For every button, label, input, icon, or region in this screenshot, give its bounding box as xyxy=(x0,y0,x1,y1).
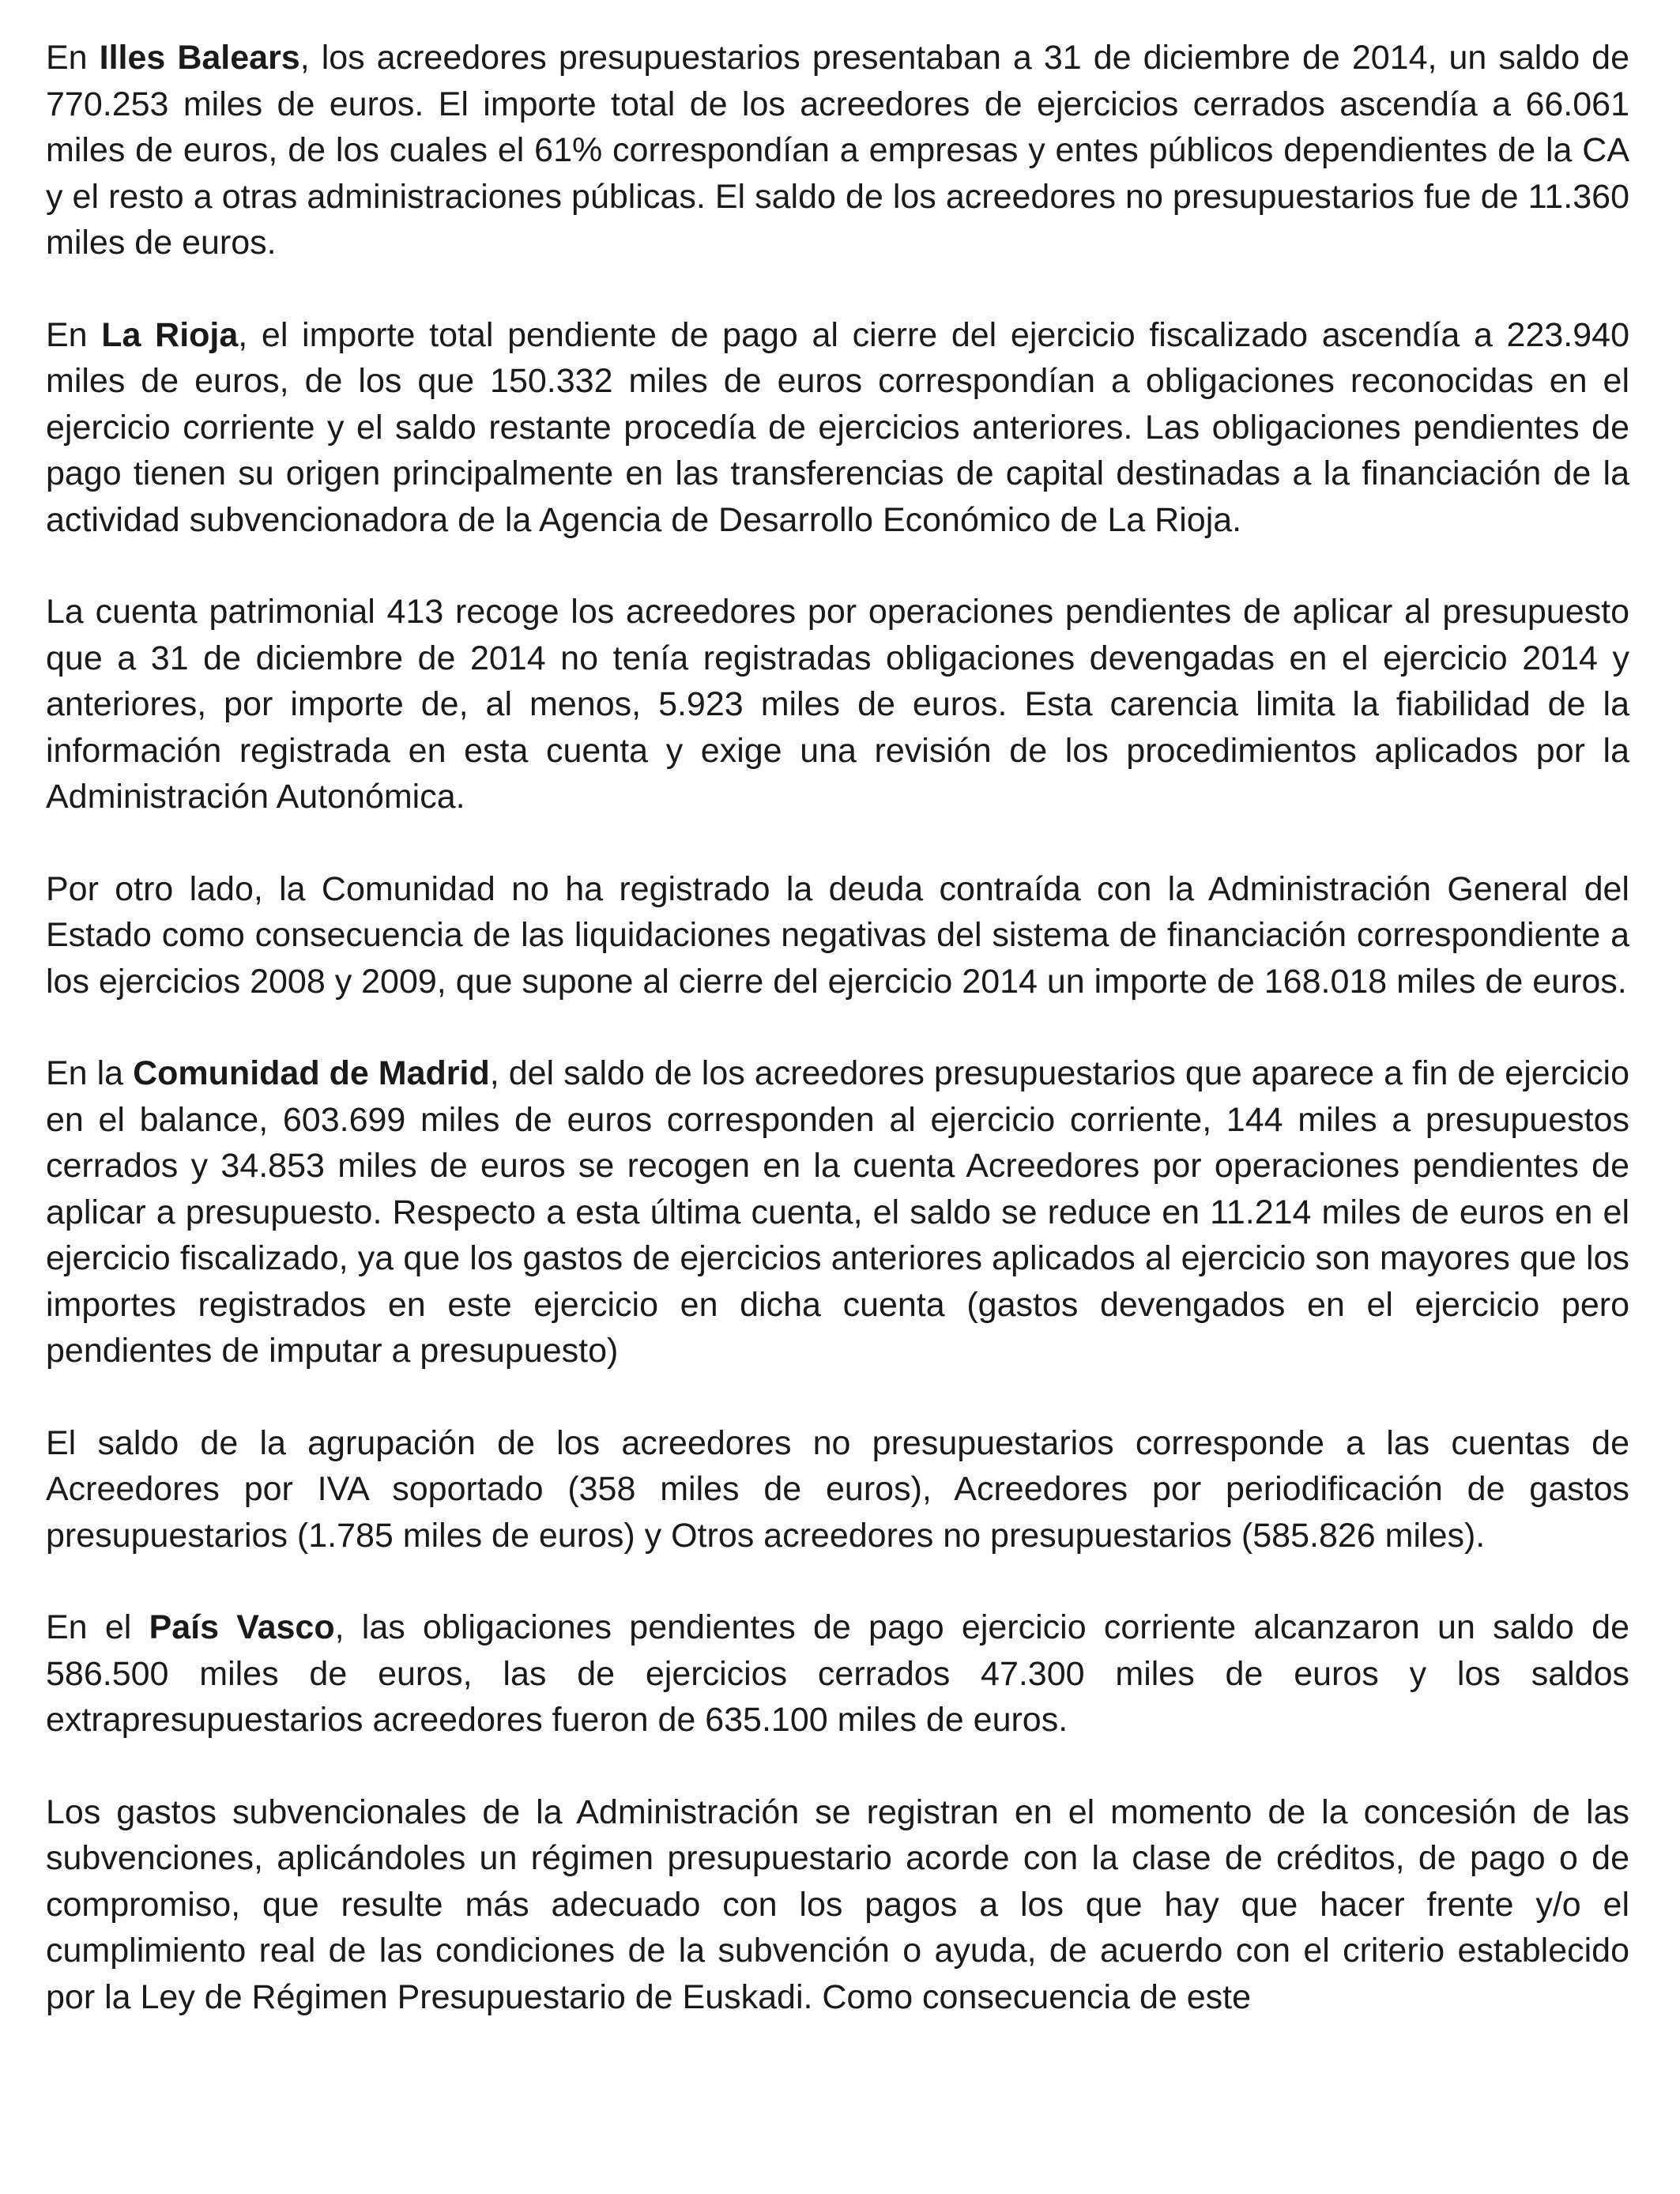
paragraph-text: En xyxy=(46,315,102,354)
paragraph-deuda-age: Por otro lado, la Comunidad no ha registrado la deuda contraída con la Administración General del Estado como consecuencia de las liquidaciones negativas del sistema de financiación correspondiente a los ejercicios 2008 y 2009, que supone al cierre del ejercicio 2014 un importe de 168.018 miles de euros. xyxy=(46,869,1629,1001)
document-page xyxy=(46,35,1629,2020)
paragraph-gastos-subvencionales: Los gastos subvencionales de la Administración se registran en el momento de la concesión de las subvenciones, aplicándoles un régimen presupuestario acorde con la clase de créditos, de pago o de compromiso, que resulte más adecuado con los pagos a los que hay que hacer frente y/o el cumplimiento real de las condiciones de la subvención o ayuda, de acuerdo con el criterio establecido por la Ley de Régimen Presupuestario de Euskadi. Como consecuencia de este xyxy=(46,1793,1629,2016)
paragraph-text: En xyxy=(46,39,100,77)
paragraph-text: En la xyxy=(46,1054,134,1092)
paragraph-comunidad-de-madrid xyxy=(46,1050,1629,1374)
paragraph-acreedores-no-presupuestarios: El saldo de la agrupación de los acreedores no presupuestarios corresponde a las cuentas de Acreedores por IVA soportado (358 miles de euros), Acreedores por periodificación de gastos presupuestarios (1.785 miles de euros) y Otros acreedores no presupuestarios (585.826 miles). xyxy=(46,1423,1629,1555)
paragraph-text: , las obligaciones pendientes de pago ejercicio corriente alcanzaron un saldo de 586.500 miles de euros, las de ejercicios cerrados 47.300 miles de euros y los saldos extrapresupuestarios acreedores fueron de 635.100 miles de euros. xyxy=(46,1608,1629,1739)
paragraph-text: En el xyxy=(46,1608,149,1646)
region-name-bold: La Rioja xyxy=(101,315,239,354)
region-name-bold: País Vasco xyxy=(149,1608,335,1646)
paragraph-cuenta-413: La cuenta patrimonial 413 recoge los acreedores por operaciones pendientes de aplicar al presupuesto que a 31 de diciembre de 2014 no tenía registradas obligaciones devengadas en el ejercicio 2014 y anteriores, por importe de, al menos, 5.923 miles de euros. Esta carencia limita la fiabilidad de la información registrada en esta cuenta y exige una revisión de los procedimientos aplicados por la Administración Autonómica. xyxy=(46,593,1629,816)
region-name-bold: Illes Balears xyxy=(99,39,300,77)
paragraph-text: , del saldo de los acreedores presupuestarios que aparece a fin de ejercicio en el balance, 603.699 miles de euros corresponden al ejercicio corriente, 144 miles a presupuestos cerrados y 34.853 miles de euros se recogen en la cuenta Acreedores por operaciones pendientes de aplicar a presupuesto. Respecto a esta última cuenta, el saldo se reduce en 11.214 miles de euros en el ejercicio fiscalizado, ya que los gastos de ejercicios anteriores aplicados al ejercicio son mayores que los importes registrados en este ejercicio en dicha cuenta (gastos devengados en el ejercicio pero pendientes de imputar a presupuesto) xyxy=(46,1054,1630,1370)
paragraph-text: , el importe total pendiente de pago al cierre del ejercicio fiscalizado ascendía a 223.940 miles de euros, de los que 150.332 miles de euros correspondían a obligaciones reconocidas en el ejercicio corriente y el saldo restante procedía de ejercicios anteriores. Las obligaciones pendientes de pago tienen su origen principalmente en las transferencias de capital destinadas a la financiación de la actividad subvencionadora de la Agencia de Desarrollo Económico de La Rioja. xyxy=(46,315,1629,539)
paragraph-text: , los acreedores presupuestarios presentaban a 31 de diciembre de 2014, un saldo de 770.253 miles de euros. El importe total de los acreedores de ejercicios cerrados ascendía a 66.061 miles de euros, de los cuales el 61% correspondían a empresas y entes públicos dependientes de la CA y el resto a otras administraciones públicas. El saldo de los acreedores no presupuestarios fue de 11.360 miles de euros. xyxy=(46,39,1629,262)
paragraph-la-rioja xyxy=(46,312,1629,544)
region-name-bold: Comunidad de Madrid xyxy=(133,1054,490,1092)
paragraph-pais-vasco xyxy=(46,1604,1629,1744)
paragraph-illes-balears xyxy=(46,35,1629,266)
